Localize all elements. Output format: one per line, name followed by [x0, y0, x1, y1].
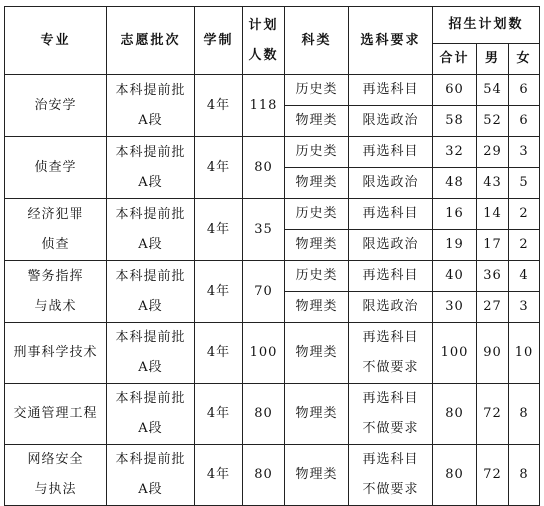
plan-cell: 80	[243, 137, 285, 199]
requirement-cell: 限选政治	[349, 292, 433, 323]
female-cell: 4	[509, 261, 540, 292]
female-cell: 10	[509, 323, 540, 384]
batch-cell	[107, 261, 195, 323]
major-name: 治安学	[34, 97, 77, 113]
table-row	[5, 384, 540, 415]
subject-cell: 物理类	[285, 445, 349, 506]
header-plan-line1: 计划	[248, 17, 279, 33]
total-cell: 60	[433, 75, 477, 106]
female-cell: 2	[509, 230, 540, 261]
major-cell	[5, 384, 107, 445]
requirement-cell	[349, 323, 433, 384]
requirement-line1: 再选科目	[362, 452, 419, 467]
batch-cell	[107, 323, 195, 384]
years-cell: 4年	[195, 384, 243, 445]
batch-line2: A段	[138, 236, 163, 252]
subject-cell: 历史类	[285, 137, 349, 168]
major-line2: 与执法	[34, 482, 77, 497]
batch-line2: A段	[138, 482, 163, 497]
total-cell: 16	[433, 199, 477, 230]
header-male: 男	[477, 44, 509, 75]
male-cell: 17	[477, 230, 509, 261]
requirement-cell	[349, 384, 433, 445]
years-cell: 4年	[195, 199, 243, 261]
major-line2: 侦查	[41, 236, 70, 252]
male-cell: 72	[477, 384, 509, 445]
batch-cell	[107, 137, 195, 199]
major-cell	[5, 137, 107, 199]
requirement-cell: 限选政治	[349, 230, 433, 261]
subject-cell: 历史类	[285, 199, 349, 230]
major-cell	[5, 75, 107, 137]
requirement-cell: 再选科目	[349, 137, 433, 168]
female-cell: 2	[509, 199, 540, 230]
female-cell: 8	[509, 445, 540, 506]
batch-cell	[107, 384, 195, 445]
major-line1: 经济犯罪	[27, 206, 84, 222]
major-line1: 网络安全	[27, 452, 84, 467]
batch-line1: 本科提前批	[115, 330, 186, 345]
total-cell: 100	[433, 323, 477, 384]
male-cell: 54	[477, 75, 509, 106]
batch-line1: 本科提前批	[115, 391, 186, 406]
header-female: 女	[509, 44, 540, 75]
table-row	[5, 75, 540, 106]
batch-line1: 本科提前批	[115, 268, 186, 284]
total-cell: 30	[433, 292, 477, 323]
requirement-line2: 不做要求	[362, 421, 419, 436]
male-cell: 90	[477, 323, 509, 384]
female-cell: 3	[509, 137, 540, 168]
header-requirement: 选科要求	[349, 7, 433, 75]
table-row	[5, 323, 540, 354]
plan-cell: 70	[243, 261, 285, 323]
years-cell: 4年	[195, 137, 243, 199]
header-major: 专业	[5, 7, 107, 75]
major-name: 刑事科学技术	[13, 345, 98, 360]
batch-cell	[107, 75, 195, 137]
major-line1: 警务指挥	[27, 268, 84, 284]
plan-cell: 118	[243, 75, 285, 137]
male-cell: 72	[477, 445, 509, 506]
total-cell: 19	[433, 230, 477, 261]
plan-cell: 80	[243, 384, 285, 445]
plan-cell: 80	[243, 445, 285, 506]
total-cell: 58	[433, 106, 477, 137]
requirement-cell: 限选政治	[349, 168, 433, 199]
batch-line1: 本科提前批	[115, 144, 186, 160]
batch-line2: A段	[138, 421, 163, 436]
major-cell	[5, 261, 107, 323]
subject-cell: 历史类	[285, 261, 349, 292]
subject-cell: 物理类	[285, 384, 349, 445]
subject-cell: 物理类	[285, 106, 349, 137]
batch-line2: A段	[138, 360, 163, 375]
major-line2: 与战术	[34, 298, 77, 314]
subject-cell: 物理类	[285, 323, 349, 384]
major-name: 交通管理工程	[13, 406, 98, 421]
batch-line2: A段	[138, 112, 163, 128]
requirement-line1: 再选科目	[362, 391, 419, 406]
requirement-cell	[349, 445, 433, 506]
female-cell: 5	[509, 168, 540, 199]
subject-cell: 物理类	[285, 168, 349, 199]
major-name: 侦查学	[34, 159, 77, 175]
years-cell: 4年	[195, 261, 243, 323]
requirement-cell: 再选科目	[349, 199, 433, 230]
requirement-cell: 限选政治	[349, 106, 433, 137]
subject-cell: 物理类	[285, 292, 349, 323]
enrollment-plan-table	[4, 6, 540, 506]
plan-cell: 100	[243, 323, 285, 384]
table-row	[5, 445, 540, 476]
subject-cell: 物理类	[285, 230, 349, 261]
female-cell: 6	[509, 106, 540, 137]
major-cell	[5, 445, 107, 506]
header-plan	[243, 7, 285, 75]
header-plan-line2: 人数	[248, 47, 279, 63]
male-cell: 14	[477, 199, 509, 230]
header-years: 学制	[195, 7, 243, 75]
major-cell	[5, 323, 107, 384]
table-row	[5, 137, 540, 168]
male-cell: 43	[477, 168, 509, 199]
batch-line1: 本科提前批	[115, 452, 186, 467]
years-cell: 4年	[195, 323, 243, 384]
header-total: 合计	[433, 44, 477, 75]
total-cell: 40	[433, 261, 477, 292]
header-row-1	[5, 7, 540, 44]
total-cell: 32	[433, 137, 477, 168]
subject-cell: 历史类	[285, 75, 349, 106]
table-row	[5, 199, 540, 230]
header-batch: 志愿批次	[107, 7, 195, 75]
requirement-line2: 不做要求	[362, 360, 419, 375]
years-cell: 4年	[195, 445, 243, 506]
requirement-cell: 再选科目	[349, 75, 433, 106]
total-cell: 48	[433, 168, 477, 199]
plan-cell: 35	[243, 199, 285, 261]
female-cell: 8	[509, 384, 540, 445]
male-cell: 52	[477, 106, 509, 137]
requirement-line1: 再选科目	[362, 330, 419, 345]
male-cell: 29	[477, 137, 509, 168]
batch-line1: 本科提前批	[115, 206, 186, 222]
years-cell: 4年	[195, 75, 243, 137]
requirement-cell: 再选科目	[349, 261, 433, 292]
batch-cell	[107, 199, 195, 261]
header-subject: 科类	[285, 7, 349, 75]
male-cell: 27	[477, 292, 509, 323]
male-cell: 36	[477, 261, 509, 292]
batch-cell	[107, 445, 195, 506]
female-cell: 3	[509, 292, 540, 323]
batch-line1: 本科提前批	[115, 82, 186, 98]
batch-line2: A段	[138, 298, 163, 314]
table-row	[5, 261, 540, 292]
requirement-line2: 不做要求	[362, 482, 419, 497]
batch-line2: A段	[138, 174, 163, 190]
header-enroll: 招生计划数	[433, 7, 540, 44]
female-cell: 6	[509, 75, 540, 106]
total-cell: 80	[433, 384, 477, 445]
major-cell	[5, 199, 107, 261]
total-cell: 80	[433, 445, 477, 506]
